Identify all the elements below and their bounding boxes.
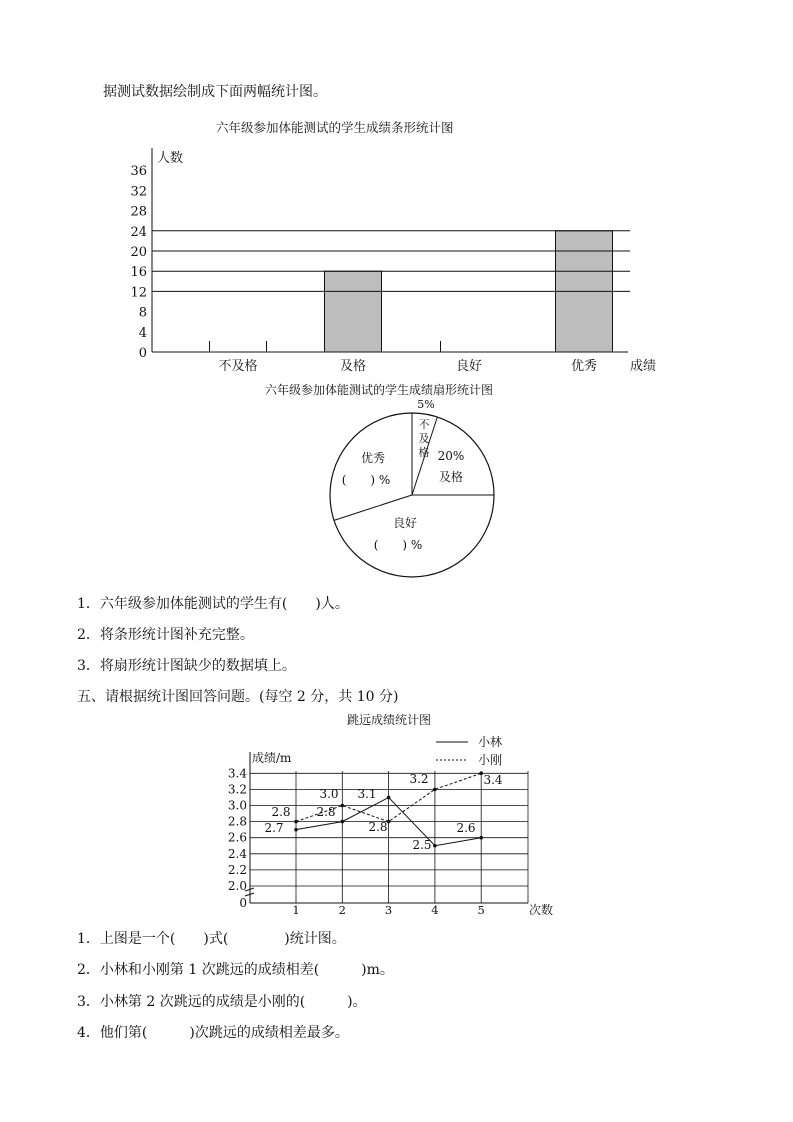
y-tick-label: 2.4: [227, 846, 247, 861]
pie-label-name: 不: [418, 418, 430, 431]
data-point: [433, 788, 437, 792]
y-tick-label: 2.6: [227, 830, 247, 845]
data-point: [479, 836, 483, 840]
y-tick-label: 4: [138, 325, 147, 341]
question-6: 3．小林第 2 次跳远的成绩是小刚的( )。: [77, 994, 367, 1010]
data-point: [387, 796, 391, 800]
y-tick-label: 0: [239, 896, 247, 910]
data-point: [341, 804, 345, 808]
question-3: 3．将扇形统计图缺少的数据填上。: [77, 658, 296, 674]
pie-label-name: 优秀: [360, 451, 386, 465]
legend-label-series-2: 小刚: [478, 753, 503, 767]
data-label: 2.8: [316, 805, 336, 819]
pie-label-name: 及格: [438, 470, 464, 484]
y-tick-label: 36: [130, 164, 147, 180]
data-point: [341, 820, 345, 824]
y-tick-label: 3.4: [227, 766, 247, 781]
question-5: 2．小林和小刚第 1 次跳远的成绩相差( )m。: [77, 962, 394, 978]
x-tick-label: 良好: [455, 359, 483, 374]
data-point: [294, 828, 298, 832]
data-label: 2.5: [412, 838, 432, 852]
pie-label-name: 良好: [392, 516, 418, 530]
y-tick-label: 24: [130, 224, 147, 240]
x-tick-label: 不及格: [218, 359, 258, 374]
data-label: 2.6: [456, 821, 476, 835]
data-label: 3.0: [319, 787, 339, 801]
section-5-heading: 五、请根据统计图回答问题。(每空 2 分，共 10 分): [77, 689, 399, 705]
data-label: 2.8: [271, 805, 291, 819]
y-tick-label: 16: [130, 265, 147, 281]
question-4: 1．上图是一个( )式( )统计图。: [77, 931, 346, 947]
data-label: 3.1: [357, 787, 377, 801]
question-2: 2．将条形统计图补充完整。: [77, 627, 254, 643]
x-axis-label: 次数: [529, 903, 554, 917]
x-tick-label: 3: [384, 903, 393, 917]
x-tick-label: 1: [292, 903, 300, 917]
pie-label-name: 及: [418, 432, 430, 445]
legend-label-series-1: 小林: [478, 735, 503, 749]
data-label: 3.4: [483, 773, 503, 787]
x-axis-label: 成绩: [630, 359, 657, 374]
x-tick-label: 2: [338, 903, 346, 917]
pie-label-value: ( ) %: [341, 473, 391, 487]
y-tick-label: 2.8: [227, 814, 247, 829]
y-tick-label: 2.2: [227, 862, 247, 877]
data-label: 3.2: [409, 772, 429, 786]
pie-label-name: 格: [418, 446, 430, 459]
x-tick-label: 4: [431, 903, 439, 917]
bar-chart-title: 六年级参加体能测试的学生成绩条形统计图: [216, 120, 454, 135]
y-tick-label: 2.0: [227, 879, 247, 893]
pie-label-value: ( ) %: [373, 538, 423, 552]
data-point: [294, 820, 298, 824]
data-label: 2.8: [368, 820, 388, 834]
y-tick-label: 20: [130, 245, 147, 260]
line-chart-title: 跳远成绩统计图: [347, 713, 432, 727]
y-tick-label: 12: [130, 285, 147, 301]
x-tick-label: 优秀: [570, 359, 598, 374]
data-point: [479, 772, 483, 776]
y-axis-label: 人数: [157, 151, 184, 166]
y-tick-label: 8: [138, 305, 147, 321]
x-tick-label: 5: [477, 903, 485, 917]
pie-label-value: 5%: [417, 398, 435, 411]
pie-chart-title: 六年级参加体能测试的学生成绩扇形统计图: [265, 383, 494, 397]
y-tick-label: 0: [138, 346, 147, 361]
y-tick-label: 3.0: [227, 798, 247, 813]
y-axis-label: 成绩/m: [252, 751, 292, 765]
x-tick-label: 及格: [339, 359, 367, 374]
data-label: 2.7: [264, 821, 284, 835]
question-1: 1．六年级参加体能测试的学生有( )人。: [77, 596, 349, 612]
y-tick-label: 28: [130, 204, 147, 220]
data-point: [433, 844, 437, 848]
y-tick-label: 32: [130, 184, 147, 200]
question-7: 4．他们第( )次跳远的成绩相差最多。: [77, 1025, 349, 1041]
intro-text: 据测试数据绘制成下面两幅统计图。: [103, 84, 327, 100]
y-tick-label: 3.2: [227, 782, 247, 797]
pie-label-value: 20%: [437, 449, 465, 463]
